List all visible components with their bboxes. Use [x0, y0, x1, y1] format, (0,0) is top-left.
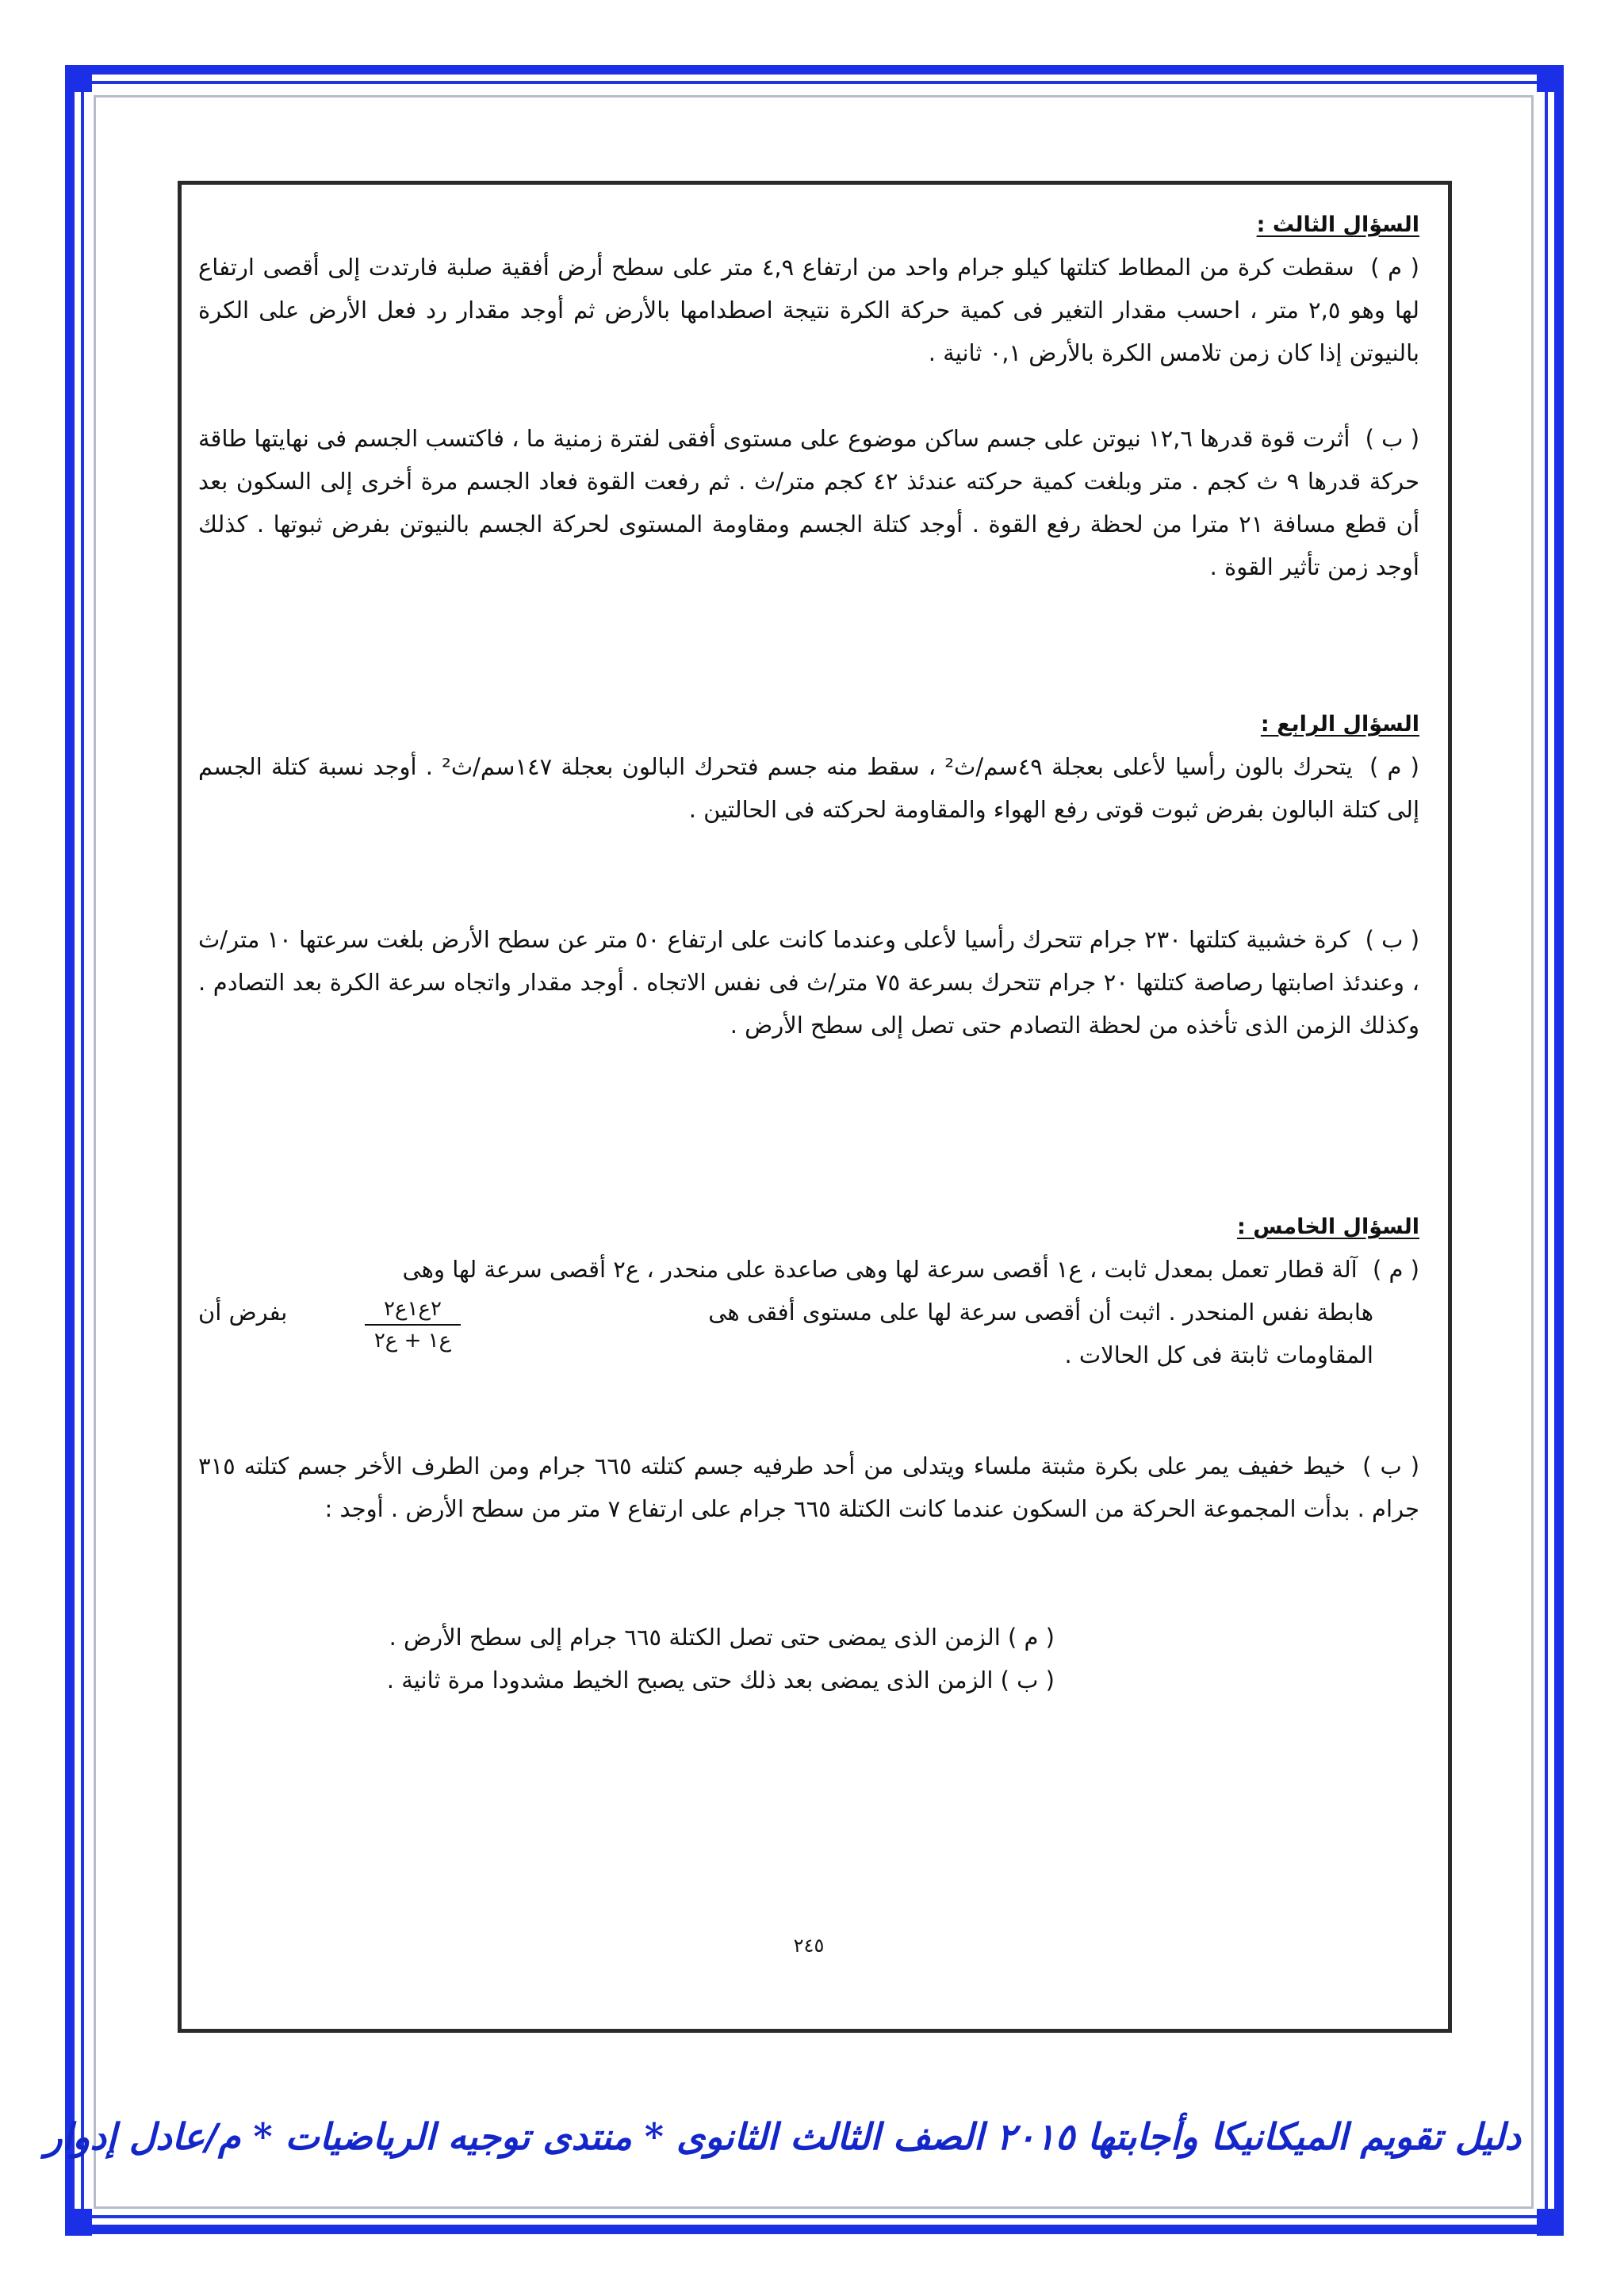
- question-5-title: السؤال الخامس :: [1237, 1215, 1419, 1239]
- frame-right-line: [1545, 87, 1548, 2214]
- part-marker: ( م ): [1372, 1256, 1419, 1283]
- part-text: كرة خشبية كتلتها ٢٣٠ جرام تتحرك رأسيا لأعلى وعندما كانت على ارتفاع ٥٠ متر عن سطح الأرض بلغت سرعتها ١٠ متر/ث ، وعندئذ اصابتها رصاصة كتلتها ٢٠ جرام تتحرك بسرعة ٧٥ متر/ث فى نفس الاتجاه . أوجد مقدار واتجاه سرعة الكرة بعد التصادم . وكذلك الزمن الذى تأخذه من لحظة التصادم حتى تصل إلى سطح الأرض .: [198, 926, 1419, 1039]
- question-3-part-b: [198, 417, 1419, 588]
- footer-banner: دليل تقويم الميكانيكا وأجابتها ٢٠١٥ الصف الثالث الثانوى * منتدى توجيه الرياضيات * م/عادل إدوار: [44, 2115, 1521, 2158]
- frame-top-bar: [76, 65, 1551, 75]
- question-4-part-b: [198, 918, 1419, 1047]
- sub-text: الزمن الذى يمضى بعد ذلك حتى يصبح الخيط مشدودا مرة ثانية .: [386, 1667, 994, 1693]
- part-line-3: المقاومات ثابتة فى كل الحالات .: [1064, 1341, 1373, 1368]
- question-3-part-a: [198, 246, 1419, 374]
- question-5-part-b-sub-b: [387, 1659, 1055, 1701]
- question-3-title: السؤال الثالث :: [1256, 212, 1419, 237]
- frame-corner-bl: [65, 2209, 92, 2236]
- part-text: سقطت كرة من المطاط كتلتها كيلو جرام واحد من ارتفاع ٤,٩ متر على سطح أرض أفقية صلبة فارتدت إلى أقصى ارتفاع لها وهو ٢,٥ متر ، احسب مقدار التغير فى كمية حركة الكرة نتيجة اصطدامها بالأرض ثم أوجد مقدار رد فعل الأرض على الكرة بالنيوتن إذا كان زمن تلامس الكرة بالأرض ٠,١ ثانية .: [198, 254, 1419, 366]
- frame-left-line: [81, 87, 84, 2214]
- question-5-part-b-sub-a: [389, 1616, 1055, 1659]
- part-marker: ( ب ): [1365, 425, 1420, 452]
- frame-corner-tr: [1537, 65, 1564, 92]
- fraction-numerator: ٢ع١ع٢: [365, 1297, 461, 1326]
- part-text: أثرت قوة قدرها ١٢,٦ نيوتن على جسم ساكن موضوع على مستوى أفقى لفترة زمنية ما ، فاكتسب الجسم فى نهايتها طاقة حركة قدرها ٩ ث كجم . متر وبلغت كمية حركته عندئذ ٤٢ كجم متر/ث . ثم رفعت القوة فعاد الجسم مرة أخرى إلى السكون بعد أن قطع مسافة ٢١ مترا من لحظة رفع القوة . أوجد كتلة الجسم ومقاومة المستوى لحركة الجسم بالنيوتن بفرض ثبوتها . كذلك أوجد زمن تأثير القوة .: [198, 425, 1419, 580]
- part-text-line1: آلة قطار تعمل بمعدل ثابت ، ع١ أقصى سرعة لها وهى صاعدة على منحدر ، ع٢ أقصى سرعة لها وهى: [402, 1256, 1358, 1283]
- part-marker: ( ب ): [1362, 1452, 1420, 1479]
- sub-marker: ( م ): [1007, 1624, 1055, 1651]
- part-text: خيط خفيف يمر على بكرة مثبتة ملساء ويتدلى من أحد طرفيه جسم كتلته ٦٦٥ جرام ومن الطرف الأخر جسم كتلته ٣١٥ جرام . بدأت المجموعة الحركة من السكون عندما كانت الكتلة ٦٦٥ جرام على ارتفاع ٧ متر من سطح الأرض . أوجد :: [198, 1452, 1419, 1522]
- frame-corner-br: [1537, 2209, 1564, 2236]
- question-4-part-a: [198, 745, 1419, 831]
- part-line-1: [198, 1248, 1419, 1291]
- part-marker: ( م ): [1370, 254, 1419, 281]
- frame-right-bar: [1554, 76, 1564, 2226]
- fraction-denominator: ع١ + ع٢: [373, 1329, 452, 1353]
- page-number: ٢٤٥: [793, 1934, 825, 1957]
- frame-bottom-line: [87, 2215, 1538, 2218]
- speed-fraction: [365, 1297, 461, 1353]
- part-marker: ( م ): [1369, 753, 1419, 780]
- frame-left-bar: [65, 76, 75, 2226]
- part-text: يتحرك بالون رأسيا لأعلى بعجلة ٤٩سم/ث² ، سقط منه جسم فتحرك البالون بعجلة ١٤٧سم/ث² . أوجد نسبة كتلة الجسم إلى كتلة البالون بفرض ثبوت قوتى رفع الهواء والمقاومة لحركته فى الحالتين .: [198, 753, 1419, 823]
- question-5-part-b: [198, 1445, 1419, 1530]
- part-text-line2b: بفرض أن: [198, 1299, 288, 1326]
- question-4-title: السؤال الرابع :: [1260, 712, 1419, 737]
- sub-text: الزمن الذى يمضى حتى تصل الكتلة ٦٦٥ جرام إلى سطح الأرض .: [389, 1624, 1001, 1651]
- frame-corner-tl: [65, 65, 92, 92]
- frame-top-line: [87, 81, 1538, 84]
- frame-bottom-bar: [76, 2225, 1551, 2234]
- part-text-line2a: هابطة نفس المنحدر . اثبت أن أقصى سرعة لها على مستوى أفقى هى: [708, 1299, 1373, 1326]
- part-marker: ( ب ): [1365, 926, 1420, 953]
- sub-marker: ( ب ): [1000, 1667, 1055, 1693]
- page-content: [198, 206, 1419, 1982]
